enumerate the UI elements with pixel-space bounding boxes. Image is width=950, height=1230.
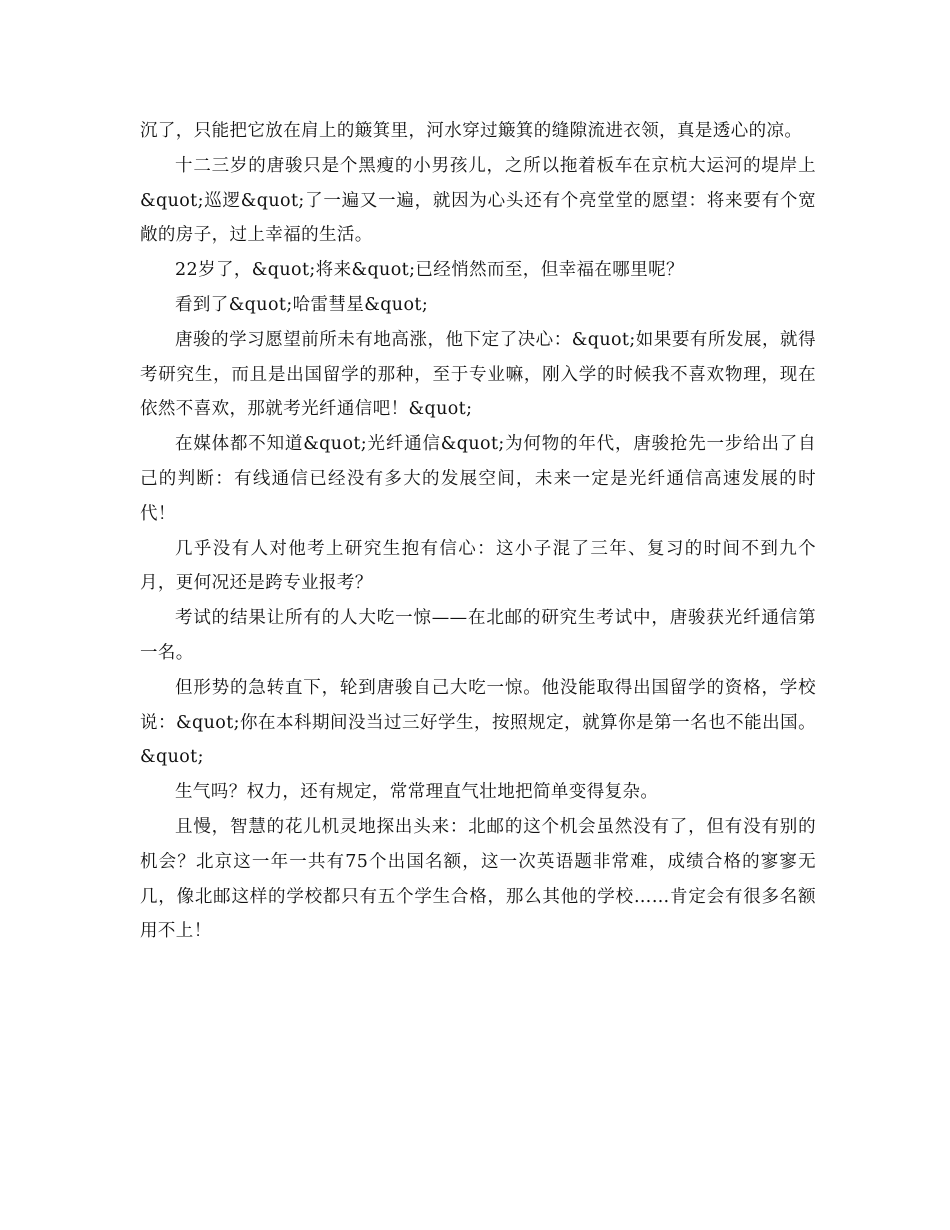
- document-body: [140, 114, 816, 949]
- paragraph: 且慢，智慧的花儿机灵地探出头来：北邮的这个机会虽然没有了，但有没有别的机会？北京这一年一共有75个出国名额，这一次英语题非常难，成绩合格的寥寥无几，像北邮这样的学校都只有五个学生合格，那么其他的学校……肯定会有很多名额用不上！: [140, 816, 816, 942]
- paragraph: 在媒体都不知道&quot;光纤通信&quot;为何物的年代，唐骏抢先一步给出了自己的判断：有线通信已经没有多大的发展空间，未来一定是光纤通信高速发展的时代！: [140, 434, 816, 524]
- paragraph: 22岁了，&quot;将来&quot;已经悄然而至，但幸福在哪里呢？: [175, 260, 684, 281]
- paragraph-continuation: 沉了，只能把它放在肩上的簸箕里，河水穿过簸箕的缝隙流进衣领，真是透心的凉。: [140, 121, 803, 141]
- paragraph: 十二三岁的唐骏只是个黑瘦的小男孩儿，之所以拖着板车在京杭大运河的堤岸上&quot;巡逻&quot;了一遍又一遍，就因为心头还有个亮堂堂的愿望：将来要有个宽敞的房子，过上幸福的生活。: [140, 155, 816, 246]
- paragraph: 但形势的急转直下，轮到唐骏自己大吃一惊。他没能取得出国留学的资格，学校说：&quot;你在本科期间没当过三好学生，按照规定，就算你是第一名也不能出国。&quot;: [140, 677, 816, 768]
- paragraph: 考试的结果让所有的人大吃一惊——在北邮的研究生考试中，唐骏获光纤通信第一名。: [140, 608, 816, 663]
- paragraph: 生气吗？权力，还有规定，常常理直气壮地把简单变得复杂。: [175, 782, 659, 803]
- paragraph: 看到了&quot;哈雷彗星&quot;: [175, 294, 429, 315]
- paragraph: 几乎没有人对他考上研究生抱有信心：这小子混了三年、复习的时间不到九个月，更何况还是跨专业报考？: [140, 538, 816, 594]
- paragraph: 唐骏的学习愿望前所未有地高涨，他下定了决心：&quot;如果要有所发展，就得考研究生，而且是出国留学的那种，至于专业嘛，刚入学的时候我不喜欢物理，现在依然不喜欢，那就考光纤通信吧！&quot;: [140, 329, 816, 420]
